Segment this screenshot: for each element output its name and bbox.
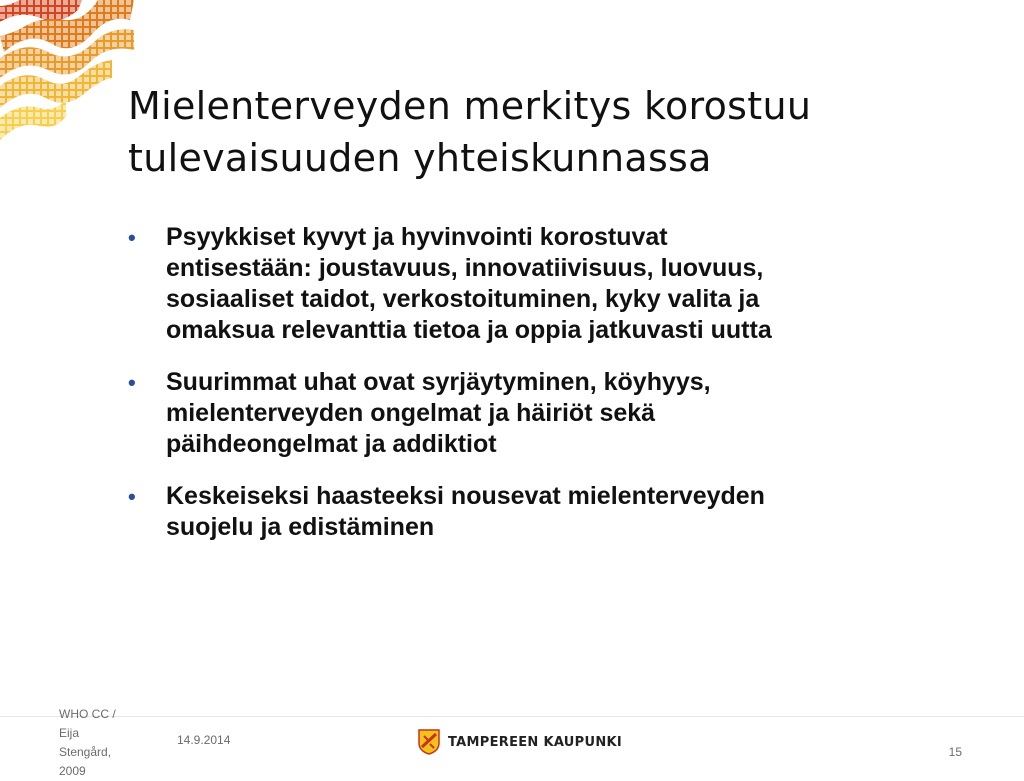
bullet-marker: • — [128, 484, 136, 509]
bullet-text-line: sosiaaliset taidot, verkostoituminen, kyky valita ja — [166, 285, 760, 313]
bullet-text-line: omaksua relevanttia tietoa ja oppia jatkuvasti uutta — [166, 316, 772, 344]
city-logo — [418, 729, 622, 755]
bullet-text-line: mielenterveyden ongelmat ja häiriöt sekä — [166, 399, 656, 427]
footer-divider — [0, 716, 1024, 717]
bullet-item — [128, 481, 948, 543]
title-line: Mielenterveyden merkitys korostuu — [128, 84, 812, 128]
city-crest-icon — [418, 729, 440, 755]
bullet-text-line: entisestään: joustavuus, innovatiivisuus, luovuus, — [166, 254, 764, 282]
author-line: WHO CC / — [59, 707, 116, 721]
title-line: tulevaisuuden yhteiskunnassa — [128, 136, 712, 180]
author-line: Eija — [59, 726, 80, 740]
bullet-list — [128, 222, 948, 564]
page-number: 15 — [948, 745, 962, 759]
bullet-text-line: Keskeiseksi haasteeksi nousevat mielenterveyden — [166, 482, 765, 510]
bullet-item — [128, 222, 948, 346]
bullet-text-line: suojelu ja edistäminen — [166, 513, 435, 541]
bullet-item — [128, 367, 948, 460]
bullet-text-line: Psyykkiset kyvyt ja hyvinvointi korostuvat — [166, 223, 668, 251]
city-name: TAMPEREEN KAUPUNKI — [448, 734, 623, 750]
author-line: Stengård, — [59, 745, 112, 759]
bullet-text-line: Suurimmat uhat ovat syrjäytyminen, köyhyys, — [166, 368, 711, 396]
bullet-marker: • — [128, 225, 136, 250]
slide-title — [128, 80, 988, 184]
author-line: 2009 — [59, 764, 86, 778]
bullet-marker: • — [128, 370, 136, 395]
footer-date: 14.9.2014 — [177, 733, 231, 747]
bullet-text-line: päihdeongelmat ja addiktiot — [166, 430, 497, 458]
decorative-logo-pattern — [0, 0, 140, 145]
footer-author — [59, 705, 129, 781]
